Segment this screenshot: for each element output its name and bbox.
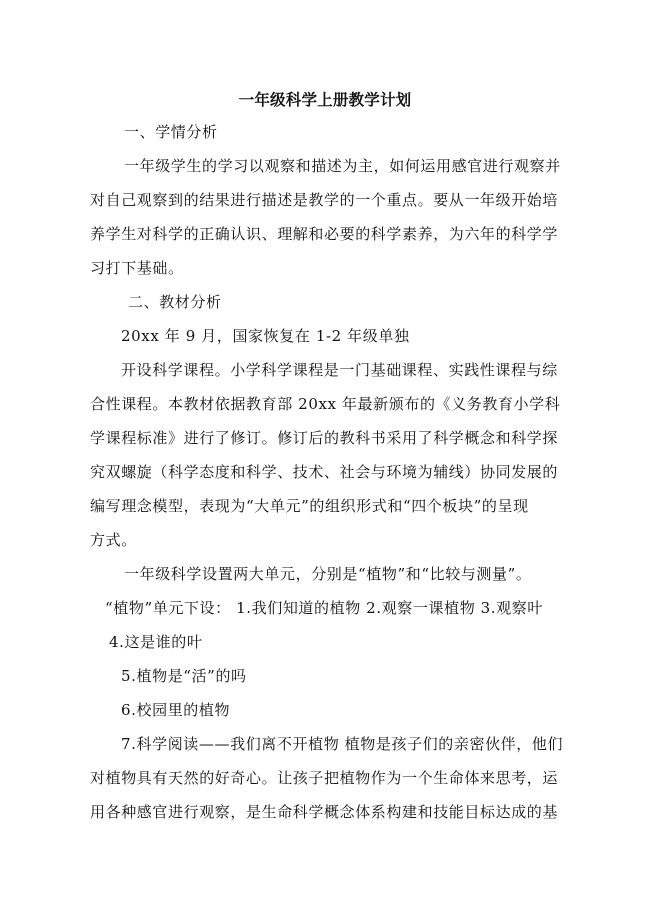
- paragraph-line: 开设科学课程。小学科学课程是一门基础课程、实践性课程与综: [121, 361, 558, 379]
- section-heading-student-analysis: 一、学情分析: [124, 123, 218, 141]
- paragraph-line: 一年级学生的学习以观察和描述为主，如何运用感官进行观察并: [124, 157, 561, 175]
- section-heading-material-analysis: 二、教材分析: [128, 293, 222, 311]
- paragraph-line: 究双螺旋（科学态度和科学、技术、社会与环境为辅线）协同发展的: [90, 463, 559, 481]
- paragraph-line: 合性课程。本教材依据教育部 20xx 年最新颁布的《义务教育小学科: [90, 395, 561, 413]
- paragraph-line: 7.科学阅读——我们离不开植物 植物是孩子们的亲密伙伴，他们: [121, 735, 564, 753]
- paragraph-line: 学课程标准》进行了修订。修订后的教科书采用了科学概念和科学探: [90, 429, 559, 447]
- document-title: 一年级科学上册教学计划: [238, 91, 412, 109]
- paragraph-line: 20xx 年 9 月，国家恢复在 1-2 年级单独: [121, 327, 410, 345]
- paragraph-line: 养学生对科学的正确认识、理解和必要的科学素养，为六年的科学学: [90, 225, 559, 243]
- paragraph-line: 对植物具有天然的好奇心。让孩子把植物作为一个生命体来思考，运: [90, 769, 559, 787]
- paragraph-line: 一年级科学设置两大单元，分别是“植物”和“比较与测量”。: [124, 565, 532, 583]
- paragraph-line: 方式。: [90, 531, 137, 549]
- paragraph-line: 用各种感官进行观察，是生命科学概念体系构建和技能目标达成的基: [90, 803, 559, 821]
- paragraph-line: 对自己观察到的结果进行描述是教学的一个重点。要从一年级开始培: [90, 191, 559, 209]
- paragraph-line: “植物”单元下设： 1.我们知道的植物 2.观察一课植物 3.观察叶: [105, 599, 543, 617]
- list-item: 5.植物是“活”的吗: [121, 667, 247, 685]
- list-item: 4.这是谁的叶: [109, 633, 203, 651]
- paragraph-line: 习打下基础。: [90, 259, 184, 277]
- paragraph-line: 编写理念模型，表现为“大单元”的组织形式和“四个板块”的呈现: [90, 497, 529, 515]
- list-item: 6.校园里的植物: [121, 701, 231, 719]
